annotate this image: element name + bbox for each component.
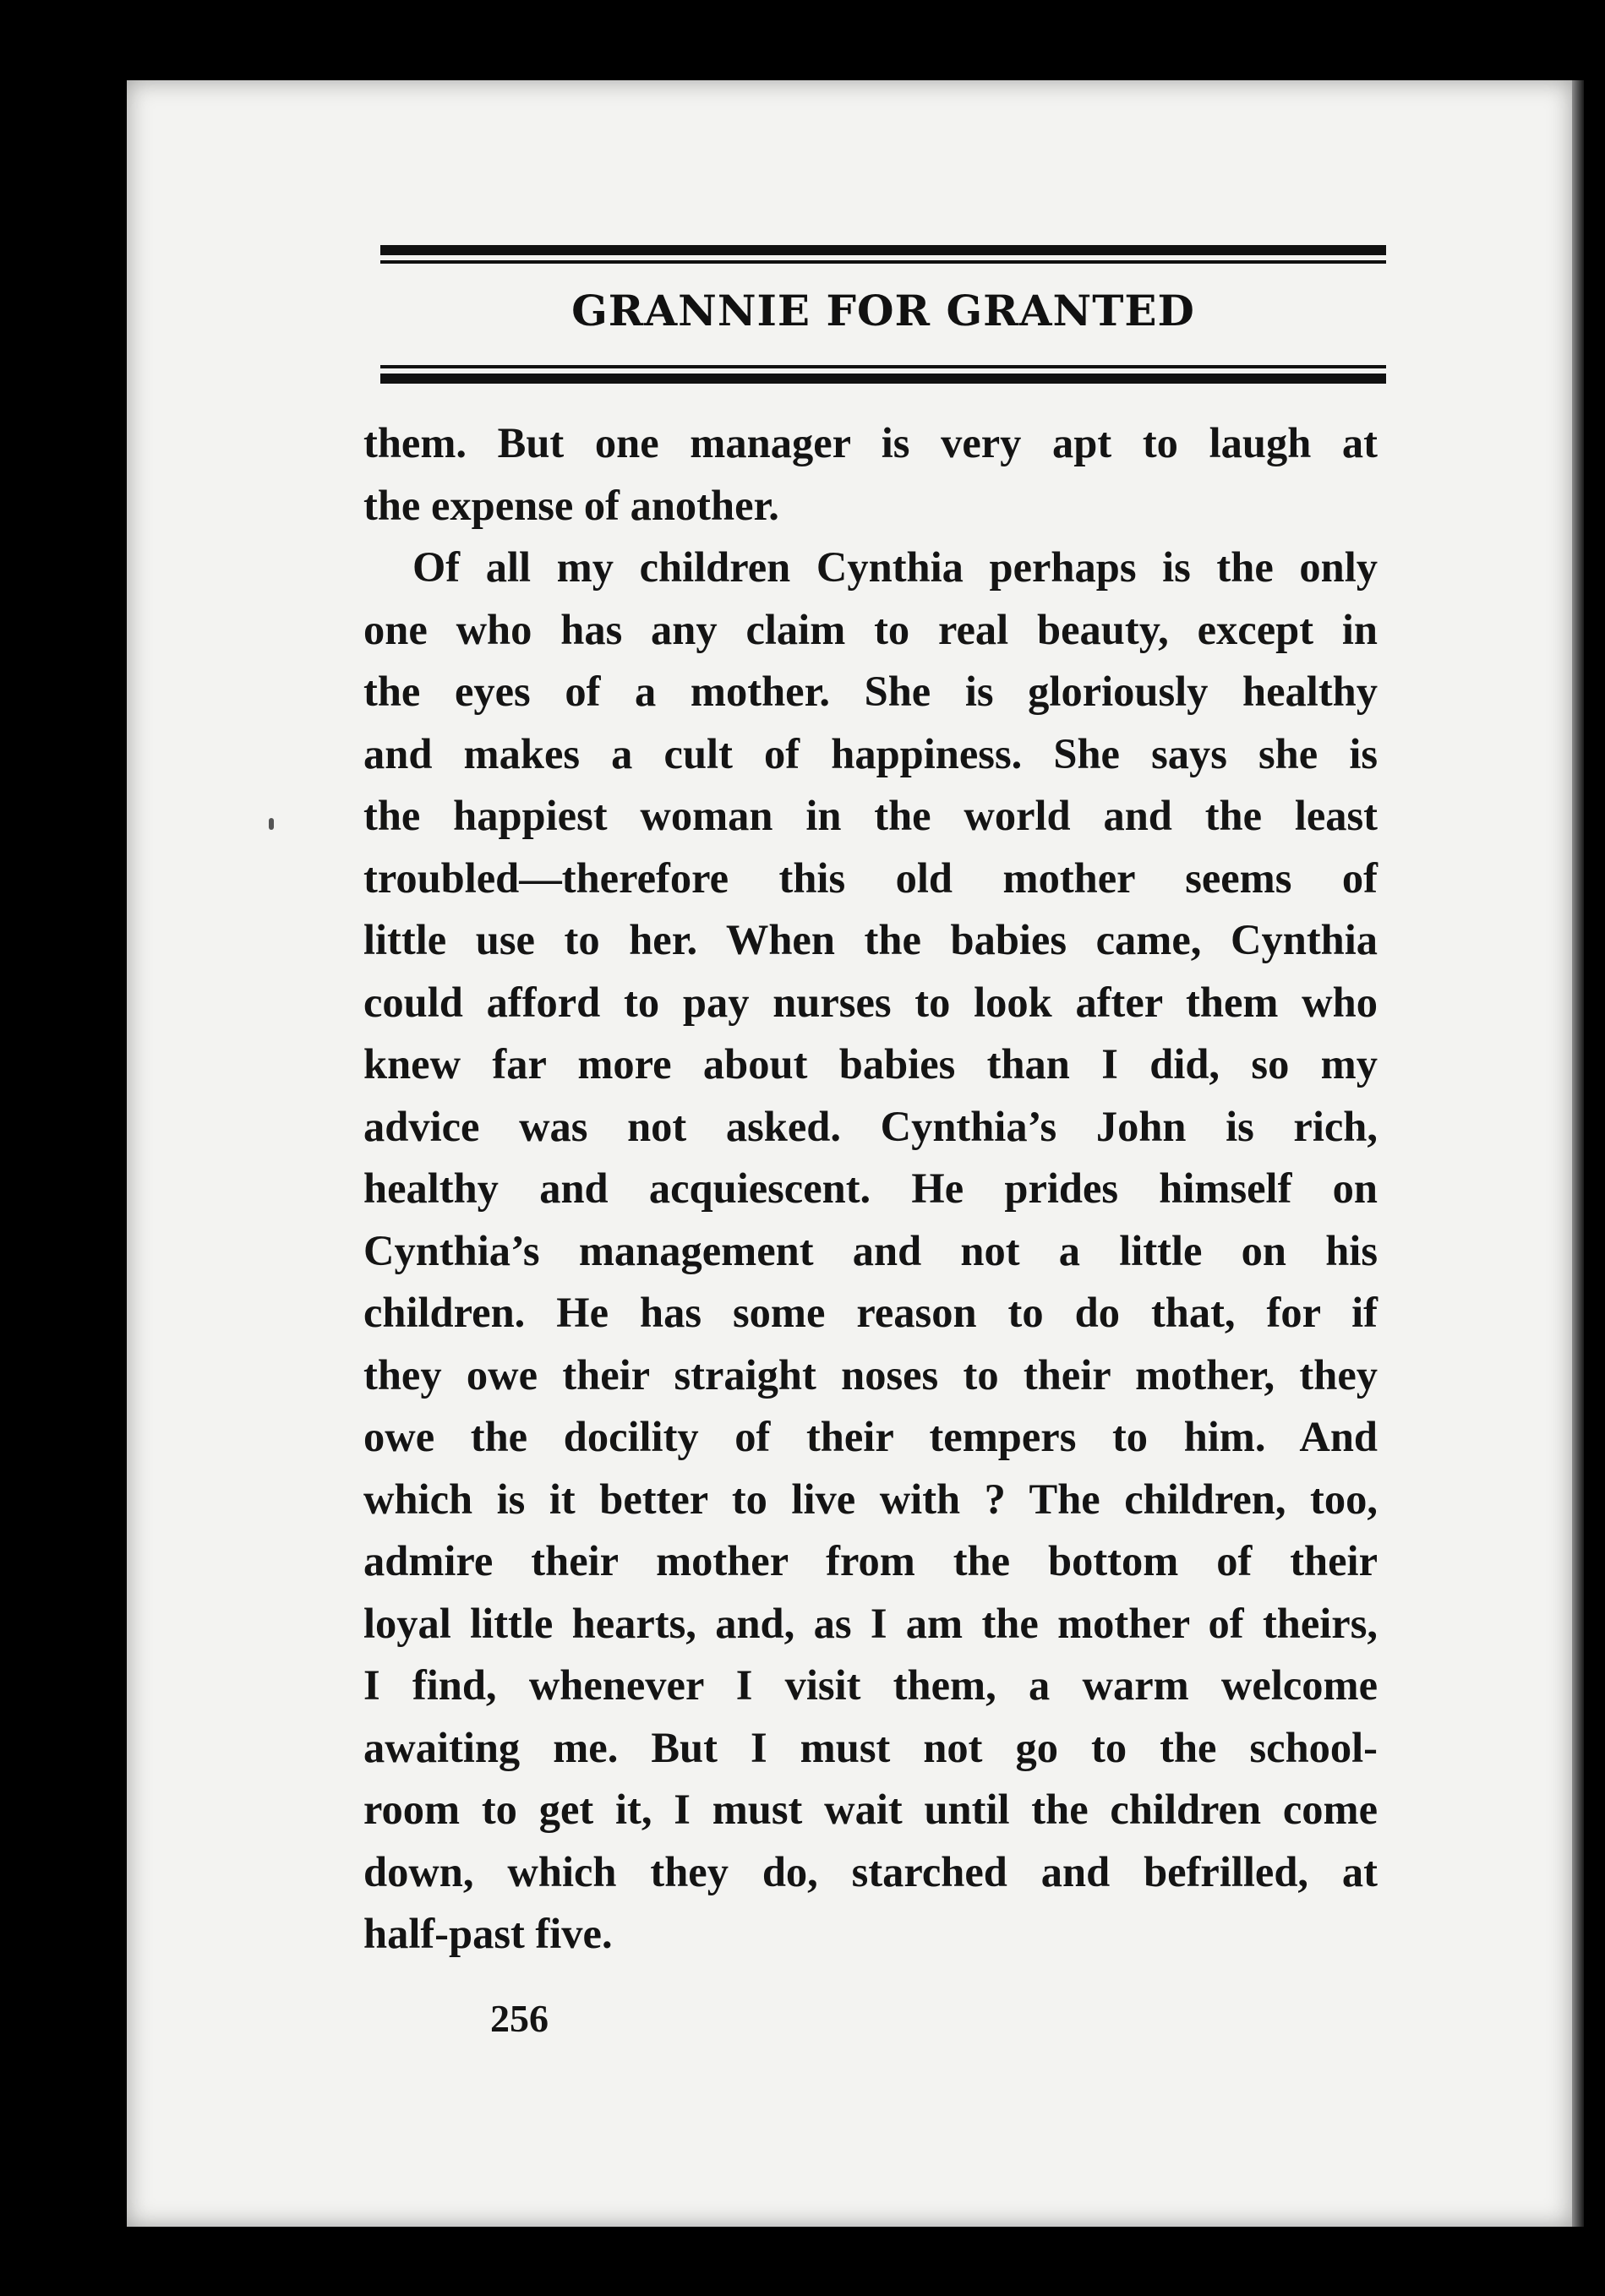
text-line: advice was not asked. Cynthia’s John is rich, bbox=[363, 1102, 1378, 1150]
text-line: knew far more about babies than I did, so my bbox=[363, 1040, 1378, 1088]
text-line: owe the docility of their tempers to him. And bbox=[363, 1413, 1378, 1460]
text-line: which is it better to live with ? The children, too, bbox=[363, 1475, 1378, 1523]
text-line: Cynthia’s management and not a little on his bbox=[363, 1226, 1378, 1274]
header-rule-thick bbox=[380, 374, 1386, 384]
text-line: children. He has some reason to do that, for if bbox=[363, 1289, 1378, 1336]
text-line: troubled—therefore this old mother seems of bbox=[363, 854, 1378, 902]
text-line: half-past five. bbox=[363, 1910, 613, 1957]
text-line: one who has any claim to real beauty, except in bbox=[363, 605, 1378, 653]
header-rule-thin bbox=[380, 365, 1386, 368]
text-line: little use to her. When the babies came, Cynthia bbox=[363, 916, 1378, 963]
running-head: GRANNIE FOR GRANTED bbox=[571, 286, 1195, 335]
text-line: Of all my children Cynthia perhaps is the only bbox=[412, 543, 1378, 591]
scan-speck bbox=[269, 818, 274, 830]
text-line: awaiting me. But I must not go to the school- bbox=[363, 1723, 1378, 1771]
page-number: 256 bbox=[490, 1997, 549, 2040]
text-line: could afford to pay nurses to look after them who bbox=[363, 978, 1378, 1026]
header-rule-top bbox=[380, 245, 1386, 264]
text-line: admire their mother from the bottom of their bbox=[363, 1537, 1378, 1584]
text-line: they owe their straight noses to their mother, they bbox=[363, 1350, 1378, 1399]
body-text bbox=[363, 412, 1378, 1966]
text-line: I find, whenever I visit them, a warm welcome bbox=[363, 1661, 1378, 1709]
text-line: down, which they do, starched and befrilled, at bbox=[363, 1847, 1378, 1895]
text-line: the eyes of a mother. She is gloriously healthy bbox=[363, 668, 1378, 715]
text-line: the happiest woman in the world and the least bbox=[363, 792, 1378, 839]
text-line: them. But one manager is very apt to laugh at bbox=[363, 419, 1378, 466]
header-rule-thin bbox=[380, 260, 1386, 264]
header-rule-bottom bbox=[380, 365, 1386, 384]
text-line: and makes a cult of happiness. She says she is bbox=[363, 729, 1378, 777]
page-edge bbox=[1572, 80, 1584, 2227]
text-line: the expense of another. bbox=[363, 481, 779, 529]
text-line: healthy and acquiescent. He prides himself on bbox=[363, 1164, 1378, 1212]
text-line: room to get it, I must wait until the children come bbox=[363, 1786, 1378, 1833]
header-rule-thick bbox=[380, 245, 1386, 255]
text-line: loyal little hearts, and, as I am the mother of theirs, bbox=[363, 1599, 1378, 1647]
